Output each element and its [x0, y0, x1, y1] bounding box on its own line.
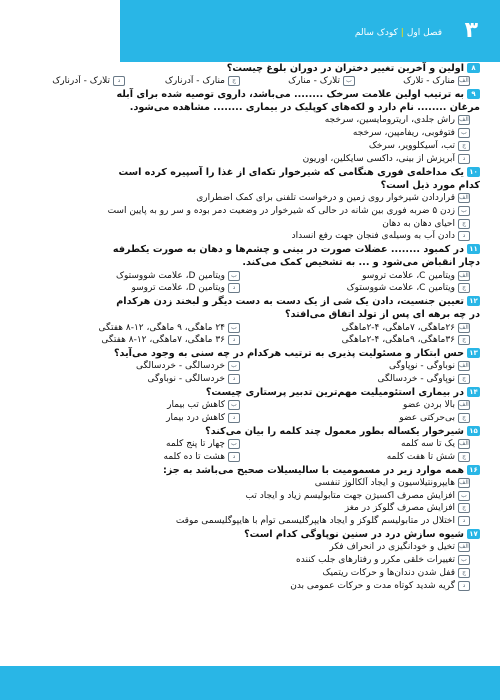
option-text: هشت تا ده کلمه: [163, 451, 225, 462]
question-number-badge: ۱۵: [467, 426, 480, 436]
option-text: قفل شدن دندان‌ها و حرکات ریتمیک: [322, 567, 455, 578]
option-letter-box: الف: [459, 362, 469, 370]
answer-option[interactable]: [20, 114, 480, 127]
option-letter-box: ب: [458, 206, 470, 216]
question-number-badge: ۱۱: [467, 244, 480, 254]
answer-options: [20, 477, 480, 528]
question-text: [20, 243, 480, 256]
answer-options: [20, 322, 480, 348]
answer-option[interactable]: [250, 282, 480, 295]
question: [20, 347, 480, 386]
option-text: قراردادن شیرخوار روی زمین و درخواست تلفنی برای کمک اضطراری: [196, 193, 455, 203]
answer-option[interactable]: [20, 373, 250, 386]
answer-option[interactable]: [20, 282, 250, 295]
answer-option[interactable]: [20, 490, 480, 503]
question-line: همه موارد زیر در مسمومیت با سالیسیلات صحیح می‌باشد به جز:: [162, 464, 464, 476]
option-letter-box: د: [458, 231, 470, 241]
answer-options: [20, 360, 480, 386]
question-line: در کمبود ........ عضلات صورت در بینی و چشم‌ها و دهان به صورت یکطرفه: [112, 244, 464, 256]
option-letter-box: ب: [228, 323, 240, 333]
answer-option[interactable]: [250, 360, 480, 373]
answer-options: [20, 114, 480, 165]
answer-option[interactable]: [135, 75, 250, 88]
question-text: [20, 62, 480, 75]
options-row: [20, 270, 480, 283]
question: [20, 425, 480, 464]
option-letter-box: ج: [458, 283, 470, 293]
question-text: [20, 528, 480, 541]
options-row: [20, 360, 480, 373]
option-text: بی‌حرکتی عضو: [399, 412, 455, 423]
answer-option[interactable]: [250, 334, 480, 347]
option-letter-box: ج: [458, 503, 470, 513]
answer-option[interactable]: [250, 438, 480, 451]
answer-option[interactable]: [20, 567, 480, 580]
question: [20, 243, 480, 295]
question-line: حس ابتکار و مسئولیت پذیری به ترتیب هرکدام در چه سنی به وجود می‌آید؟: [113, 348, 464, 360]
option-letter-box: الف: [459, 478, 469, 486]
question-text: [20, 308, 480, 321]
option-text: افزایش مصرف گلوکز در مغز: [344, 503, 455, 514]
option-letter-box: ج: [458, 335, 470, 345]
answer-options: [20, 270, 480, 296]
option-letter-box: د: [458, 516, 470, 526]
question: [20, 88, 480, 166]
question-text: [20, 179, 480, 192]
question-line: در بیماری استئومیلیت مهم‌ترین تدبیر پرستاری چیست؟: [205, 386, 464, 398]
question: [20, 166, 480, 244]
option-letter-box: ج: [458, 452, 470, 462]
question-number-badge: ۱۷: [467, 529, 480, 539]
question-text: [20, 347, 480, 360]
question-text: [20, 256, 480, 269]
header-white-corner: [0, 0, 120, 62]
question-line: اولین و آخرین تغییر دختران در دوران بلوغ چیست؟: [226, 63, 464, 74]
question-line: دچار انقباض می‌شود و ... به تشخیص کمک می‌کند.: [242, 257, 480, 269]
chapter-subtitle: کودک سالم: [354, 28, 398, 38]
option-text: ویتامین C، علامت شووستوک: [346, 283, 455, 294]
answer-options: [20, 75, 480, 88]
answer-option[interactable]: [20, 192, 480, 205]
option-letter-box: ج: [458, 568, 470, 578]
answer-options: [20, 541, 480, 592]
option-letter-box: د: [113, 76, 125, 86]
option-letter-box: الف: [459, 271, 469, 279]
question-number-badge: ۱۳: [467, 348, 480, 358]
answer-options: [20, 192, 480, 243]
question-line: شیرخوار یکساله بطور معمول چند کلمه را بیان می‌کند؟: [205, 425, 464, 437]
question-number-badge: ۱۲: [467, 296, 480, 306]
question-line: کدام مورد ذیل است؟: [380, 179, 480, 191]
option-text: آبریزش از بینی، داکسی سایکلین، اوریون: [302, 153, 455, 164]
answer-option[interactable]: [20, 205, 480, 218]
option-text: ویتامین C، علامت تروسو: [362, 270, 455, 281]
page-header: [0, 0, 500, 62]
answer-option[interactable]: [250, 451, 480, 464]
page-footer: [0, 666, 500, 700]
option-text: خرد‌سالگی - خرد‌سالگی: [135, 361, 225, 372]
questions-list: [20, 62, 480, 592]
option-letter-box: ب: [458, 555, 470, 565]
answer-option[interactable]: [20, 140, 480, 153]
option-letter-box: د: [228, 283, 240, 293]
question: [20, 464, 480, 528]
option-text: ویتامین D، علامت تروسو: [131, 283, 225, 294]
chapter-separator: |: [400, 28, 404, 38]
question-number-badge: ۱۰: [467, 167, 480, 177]
option-letter-box: ب: [458, 491, 470, 501]
option-letter-box: الف: [459, 323, 469, 331]
answer-option[interactable]: [250, 399, 480, 412]
options-row: [20, 282, 480, 295]
option-text: راش جلدی، اریترومایسین، سرخجه: [324, 115, 455, 126]
option-letter-box: ب: [228, 271, 240, 281]
option-letter-box: د: [458, 581, 470, 591]
option-text: خرد‌سالگی - نوباوگی: [147, 374, 225, 385]
answer-option[interactable]: [20, 451, 250, 464]
question-text: [20, 386, 480, 399]
option-text: چهار تا پنج کلمه: [166, 438, 225, 449]
answer-option[interactable]: [20, 502, 480, 515]
answer-option[interactable]: [20, 334, 250, 347]
question-line: تعیین جنسیت، دادن یک شی از یک دست به دست دیگر و لبخند زدن هرکدام: [116, 296, 464, 308]
option-letter-box: د: [228, 452, 240, 462]
option-letter-box: ب: [458, 128, 470, 138]
question-number-badge: ۸: [467, 63, 480, 73]
answer-option[interactable]: [20, 477, 480, 490]
question: [20, 528, 480, 592]
question-line: مرغان ........ نام دارد و لکه‌های کوپلیک در بیماری ........ مشاهده می‌شود.: [129, 102, 480, 114]
question-text: [20, 425, 480, 438]
answer-options: [20, 438, 480, 464]
options-row: [20, 334, 480, 347]
option-letter-box: ج: [458, 413, 470, 423]
answer-option[interactable]: [20, 322, 250, 335]
question: [20, 295, 480, 347]
answer-option[interactable]: [250, 270, 480, 283]
question-text: [20, 101, 480, 114]
option-text: تغییرات خلقی مکرر و رفتارهای جلب کننده: [296, 554, 455, 565]
option-text: تب، آسیکلوویر، سرخک: [368, 141, 455, 151]
question-number-badge: ۱۴: [467, 387, 480, 397]
option-letter-box: ج: [458, 141, 470, 151]
option-letter-box: ب: [228, 400, 240, 410]
options-row: [20, 451, 480, 464]
option-text: تلارک - آدرنارک: [52, 76, 110, 87]
option-text: بالا بردن عضو: [402, 400, 455, 411]
option-letter-box: الف: [459, 194, 469, 201]
option-text: نوباوگی - نوپاوگی: [388, 361, 455, 372]
answer-option[interactable]: [20, 554, 480, 567]
option-letter-box: الف: [459, 543, 469, 551]
answer-option[interactable]: [20, 412, 250, 425]
option-text: کاهش تب بیمار: [167, 400, 225, 411]
option-text: ۳۶ ماهگی، ۷ماهگی، ۱۲-۸ هفتگی: [101, 335, 225, 346]
answer-option[interactable]: [20, 127, 480, 140]
option-letter-box: الف: [459, 401, 469, 409]
answer-option[interactable]: [20, 270, 250, 283]
answer-option[interactable]: [365, 75, 480, 88]
question: [20, 62, 480, 88]
option-text: نوپاوگی - خرد‌سالگی: [377, 374, 455, 385]
option-text: ۲۶ماهگی، ۷ماهگی، ۴-۲ماهگی: [341, 322, 455, 333]
options-row: [20, 322, 480, 335]
chapter-title: [355, 28, 442, 38]
option-letter-box: ج: [228, 76, 240, 86]
option-text: احیای دهان به دهان: [382, 218, 455, 229]
question-text: [20, 166, 480, 179]
question-line: به ترتیب اولین علامت سرخک ........ می‌باشد، داروی توصیه شده برای آبله: [116, 89, 464, 100]
option-text: تلارک - منارک: [288, 76, 340, 87]
option-letter-box: الف: [459, 116, 469, 124]
option-text: ۳۶ماهگی، ۹ماهگی، ۴-۲ماهگی: [341, 335, 455, 346]
answer-option[interactable]: [250, 373, 480, 386]
answer-option[interactable]: [20, 399, 250, 412]
option-letter-box: د: [228, 413, 240, 423]
answer-option[interactable]: [20, 230, 480, 243]
option-letter-box: ج: [458, 374, 470, 384]
question-line: یک مداخله‌ی فوری هنگامی که شیرخوار تکه‌ای از غذا را آسپیره کرده است: [118, 166, 464, 178]
answer-options: [20, 399, 480, 425]
option-text: اختلال در متابولیسم گلوکز و ایجاد هایپرگلیسمی توأم با هایپوگلیسمی موقت: [175, 516, 455, 527]
answer-option[interactable]: [250, 75, 365, 88]
option-text: تخیل و خودانگیزی در انحراف فکر: [329, 542, 455, 553]
answer-option[interactable]: [20, 153, 480, 166]
option-text: گریه شدید کوتاه مدت و حرکات عمومی بدن: [290, 580, 455, 591]
question-line: در چه برهه ای پس از تولد اتفاق می‌افتد؟: [285, 309, 480, 321]
answer-option[interactable]: [250, 412, 480, 425]
options-row: [20, 399, 480, 412]
option-letter-box: الف: [459, 439, 469, 447]
question-text: [20, 88, 480, 101]
question-text: [20, 295, 480, 308]
chapter-name: فصل اول: [406, 28, 442, 38]
option-text: کاهش درد بیمار: [166, 412, 225, 423]
option-letter-box: ب: [343, 76, 355, 86]
option-letter-box: الف: [459, 77, 469, 85]
option-letter-box: ب: [228, 439, 240, 449]
answer-option[interactable]: [20, 541, 480, 554]
option-text: فتوفوبی، ریفامپین، سرخجه: [352, 128, 455, 139]
question: [20, 386, 480, 425]
option-text: هایپرونتیلاسیون و ایجاد آلکالوز تنفسی: [314, 477, 455, 488]
options-row: [20, 75, 480, 88]
answer-option[interactable]: [20, 218, 480, 231]
answer-option[interactable]: [20, 515, 480, 528]
answer-option[interactable]: [250, 322, 480, 335]
option-text: منارک - آدرنارک: [164, 76, 225, 87]
options-row: [20, 438, 480, 451]
options-row: [20, 412, 480, 425]
option-letter-box: د: [458, 154, 470, 164]
option-letter-box: د: [228, 374, 240, 384]
option-text: یک تا سه کلمه: [400, 438, 455, 449]
option-text: زدن ۵ ضربه فوری بین شانه در حالی که شیرخوار در وضعیت دمر بوده و سر رو به پایین است: [107, 205, 455, 216]
option-text: منارک - تلارک: [403, 76, 455, 87]
question-line: شیوه سازش درد در سنین نوپاوگی کدام است؟: [244, 528, 464, 540]
question-number-badge: ۱۶: [467, 465, 480, 475]
option-text: ۲۴ ماهگی، ۹ ماهگی، ۱۲-۸ هفتگی: [98, 322, 225, 333]
page-number: ۳: [464, 18, 478, 43]
question-number-badge: ۹: [467, 89, 480, 99]
option-text: ویتامین D، علامت شووستوک: [115, 270, 225, 281]
option-text: دادن آب به وسیله‌ی فنجان جهت رفع انسداد: [291, 231, 455, 242]
answer-option[interactable]: [20, 438, 250, 451]
option-letter-box: د: [228, 335, 240, 345]
option-letter-box: ج: [458, 219, 470, 229]
answer-option[interactable]: [20, 75, 135, 88]
question-text: [20, 464, 480, 477]
options-row: [20, 373, 480, 386]
option-text: شش تا هفت کلمه: [386, 451, 455, 462]
answer-option[interactable]: [20, 580, 480, 593]
answer-option[interactable]: [20, 360, 250, 373]
option-text: افزایش مصرف اکسیژن جهت متابولیسم زیاد و ایجاد تب: [245, 490, 455, 501]
option-letter-box: ب: [228, 361, 240, 371]
